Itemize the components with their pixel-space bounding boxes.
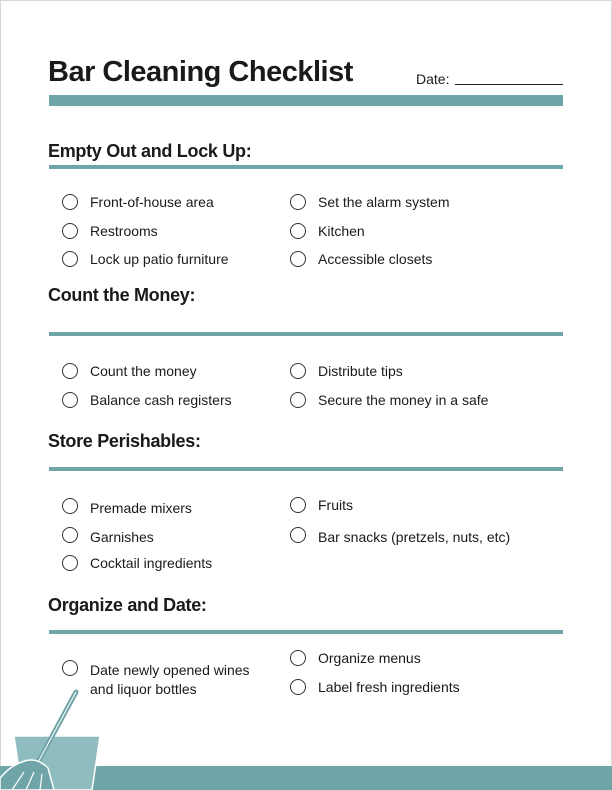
item-label: Label fresh ingredients xyxy=(318,679,460,695)
item-label: Fruits xyxy=(318,497,353,513)
checklist-item[interactable] xyxy=(290,194,450,212)
checklist-item[interactable] xyxy=(290,497,353,515)
section-title-empty-out: Empty Out and Lock Up: xyxy=(48,141,252,161)
checklist-item[interactable] xyxy=(290,251,432,269)
item-label: Balance cash registers xyxy=(90,392,232,408)
mop-bucket-icon xyxy=(0,686,112,790)
circle-checkbox-icon[interactable] xyxy=(62,498,78,514)
circle-checkbox-icon[interactable] xyxy=(290,527,306,543)
checklist-item[interactable] xyxy=(62,555,212,573)
circle-checkbox-icon[interactable] xyxy=(290,194,306,210)
circle-checkbox-icon[interactable] xyxy=(62,223,78,239)
checklist-item[interactable] xyxy=(62,498,192,518)
date-label: Date: xyxy=(416,71,450,87)
item-label: Premade mixers xyxy=(90,500,192,516)
item-label: Kitchen xyxy=(318,223,365,239)
item-label: Restrooms xyxy=(90,223,158,239)
item-label-line: and liquor bottles xyxy=(90,681,197,697)
checklist-item[interactable] xyxy=(290,650,421,668)
section-rule xyxy=(49,467,563,471)
checklist-item[interactable] xyxy=(290,392,488,410)
item-label xyxy=(90,661,250,699)
circle-checkbox-icon[interactable] xyxy=(290,679,306,695)
item-label: Distribute tips xyxy=(318,363,403,379)
checklist-item[interactable] xyxy=(62,251,229,269)
section-rule xyxy=(49,165,563,169)
item-label: Secure the money in a safe xyxy=(318,392,489,408)
item-label: Cocktail ingredients xyxy=(90,555,213,571)
section-title-organize-date: Organize and Date: xyxy=(48,595,207,615)
circle-checkbox-icon[interactable] xyxy=(290,251,306,267)
checklist-item[interactable] xyxy=(62,194,214,212)
circle-checkbox-icon[interactable] xyxy=(290,363,306,379)
title-divider xyxy=(49,95,563,106)
circle-checkbox-icon[interactable] xyxy=(290,392,306,408)
circle-checkbox-icon[interactable] xyxy=(290,223,306,239)
checklist-item[interactable] xyxy=(290,527,510,547)
item-label: Set the alarm system xyxy=(318,194,450,210)
checklist-item[interactable] xyxy=(290,223,365,241)
item-label: Accessible closets xyxy=(318,251,433,267)
item-label: Organize menus xyxy=(318,650,421,666)
checklist-item[interactable] xyxy=(62,392,232,410)
checklist-item[interactable] xyxy=(290,363,403,381)
page-title: Bar Cleaning Checklist xyxy=(48,56,353,88)
item-label-line: Date newly opened wines xyxy=(90,662,250,678)
item-label: Garnishes xyxy=(90,529,154,545)
item-label: Front-of-house area xyxy=(90,194,214,210)
circle-checkbox-icon[interactable] xyxy=(62,194,78,210)
circle-checkbox-icon[interactable] xyxy=(62,527,78,543)
circle-checkbox-icon[interactable] xyxy=(62,363,78,379)
date-field-line[interactable] xyxy=(455,84,563,85)
checklist-item[interactable] xyxy=(62,527,154,547)
section-title-count-money: Count the Money: xyxy=(48,285,196,305)
checklist-item[interactable] xyxy=(62,363,197,381)
circle-checkbox-icon[interactable] xyxy=(62,555,78,571)
checklist-item[interactable] xyxy=(62,223,158,241)
circle-checkbox-icon[interactable] xyxy=(62,251,78,267)
section-title-store-perishables: Store Perishables: xyxy=(48,431,201,451)
section-rule xyxy=(49,630,563,634)
item-label: Bar snacks (pretzels, nuts, etc) xyxy=(318,529,511,545)
circle-checkbox-icon[interactable] xyxy=(62,660,78,676)
item-label: Count the money xyxy=(90,363,197,379)
checklist-item[interactable] xyxy=(290,679,460,697)
section-rule xyxy=(49,332,563,336)
circle-checkbox-icon[interactable] xyxy=(290,650,306,666)
item-label: Lock up patio furniture xyxy=(90,251,229,267)
circle-checkbox-icon[interactable] xyxy=(290,497,306,513)
circle-checkbox-icon[interactable] xyxy=(62,392,78,408)
